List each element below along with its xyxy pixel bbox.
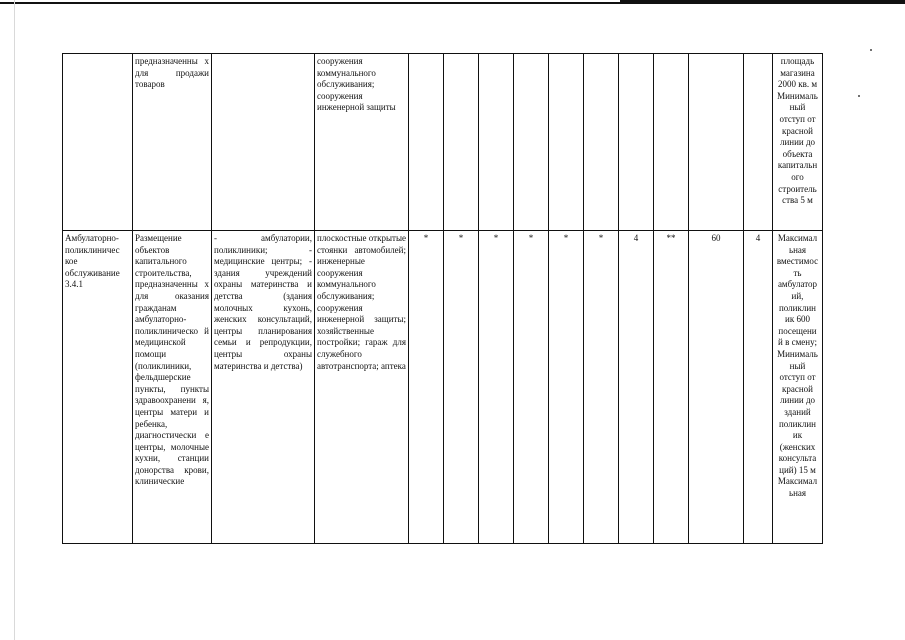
note-line: поликлин: [778, 418, 816, 429]
note-line: амбулатор: [777, 279, 818, 290]
cell-main-objects: [212, 54, 315, 231]
table-row: [63, 54, 823, 231]
note-line: ства 5 м: [782, 195, 813, 206]
cell-param-8: **: [654, 231, 689, 544]
note-line: ьная: [788, 488, 807, 499]
cell-description: предназначенны х для продажи товаров: [133, 54, 212, 231]
note-line: отступ от: [779, 113, 816, 124]
cell-param-5: *: [549, 231, 584, 544]
cell-auxiliary-objects: плоскостные открытые стоянки автомобилей; инженерные сооружения коммунального обслуживания; сооружения инженерной защиты; хозяйственные постройки; гараж для служебного автотранспорта; аптека: [315, 231, 409, 544]
note-line: й в смену;: [778, 337, 817, 348]
note-line: линии до: [779, 395, 816, 406]
cell-param-6: *: [584, 231, 619, 544]
cell-param-7: 4: [619, 231, 654, 544]
cell-param-10: 4: [744, 231, 773, 544]
cell-param-4: *: [514, 231, 549, 544]
cell-param-3: [479, 54, 514, 231]
cell-param-5: [549, 54, 584, 231]
note-line: ть: [793, 267, 802, 278]
cell-notes: [773, 231, 823, 544]
note-line: ный: [789, 102, 806, 113]
name-line: кое: [65, 256, 78, 267]
name-line: обслуживание: [65, 267, 120, 278]
note-line: зданий: [784, 406, 811, 417]
note-line: ный: [789, 360, 806, 371]
cell-param-7: [619, 54, 654, 231]
scan-speck: [870, 49, 872, 51]
note-line: красной: [782, 383, 813, 394]
name-line: Амбулаторно-: [65, 233, 119, 243]
note-line: Максимал: [777, 233, 818, 243]
note-line: консульта: [778, 453, 817, 464]
table-row: [63, 231, 823, 544]
regulations-table: [62, 53, 823, 544]
note-line: вместимос: [776, 256, 819, 267]
cell-param-10: [744, 54, 773, 231]
note-line: (женских: [779, 441, 816, 452]
cell-param-1: *: [409, 231, 444, 544]
cell-param-6: [584, 54, 619, 231]
cell-main-objects: - амбулатории, поликлиники; - медицинские центры; - здания учреждений охраны материнства и детства (здания молочных кухонь, женских консультаций, центры планирования семьи и репродукции, центры охраны материнства и детства): [212, 231, 315, 544]
name-line: поликлиничес: [65, 244, 120, 255]
note-line: объекта: [782, 148, 813, 159]
note-line: магазина: [780, 67, 815, 78]
cell-param-2: [444, 54, 479, 231]
cell-notes: [773, 54, 823, 231]
top-rule-thick: [620, 0, 905, 3]
note-line: Минималь: [777, 348, 818, 359]
note-line: капитальн: [777, 160, 818, 171]
cell-param-3: *: [479, 231, 514, 544]
cell-param-2: *: [444, 231, 479, 544]
note-line: ик 600: [785, 314, 810, 325]
note-line: Минималь: [777, 90, 818, 101]
cell-description: Размещение объектов капитального строительства, предназначенны х для оказания гражданам амбулаторно-поликлиническо й медицинской помощи (поликлиники, фельдшерские пункты, пункты здравоохранени я, центры матери и ребенка, диагностически е центры, молочные кухни, станции донорства крови, клинические: [133, 231, 212, 544]
note-line: линии до: [779, 137, 816, 148]
cell-auxiliary-objects: сооружения коммунального обслуживания; сооружения инженерной защиты: [315, 54, 409, 231]
note-line: ьная: [788, 244, 807, 255]
note-line: посещени: [778, 325, 817, 336]
scan-artifact-line: [14, 0, 15, 640]
note-line: ций) 15 м: [779, 464, 816, 475]
cell-param-9: 60: [689, 231, 744, 544]
scan-speck: [858, 95, 860, 97]
note-line: красной: [782, 125, 813, 136]
note-line: поликлин: [778, 302, 816, 313]
note-line: ик: [792, 430, 803, 441]
name-line: 3.4.1: [65, 279, 83, 290]
note-line: ий,: [791, 290, 804, 301]
cell-param-9: [689, 54, 744, 231]
cell-param-8: [654, 54, 689, 231]
note-line: строитель: [778, 183, 817, 194]
note-line: 2000 кв. м: [777, 79, 818, 90]
cell-use-name: [63, 54, 133, 231]
note-line: отступ от: [779, 372, 816, 383]
cell-param-4: [514, 54, 549, 231]
note-line: Максимал: [777, 476, 818, 487]
note-line: ого: [791, 171, 804, 182]
note-line: площадь: [780, 56, 815, 66]
cell-use-name: [63, 231, 133, 544]
cell-param-1: [409, 54, 444, 231]
